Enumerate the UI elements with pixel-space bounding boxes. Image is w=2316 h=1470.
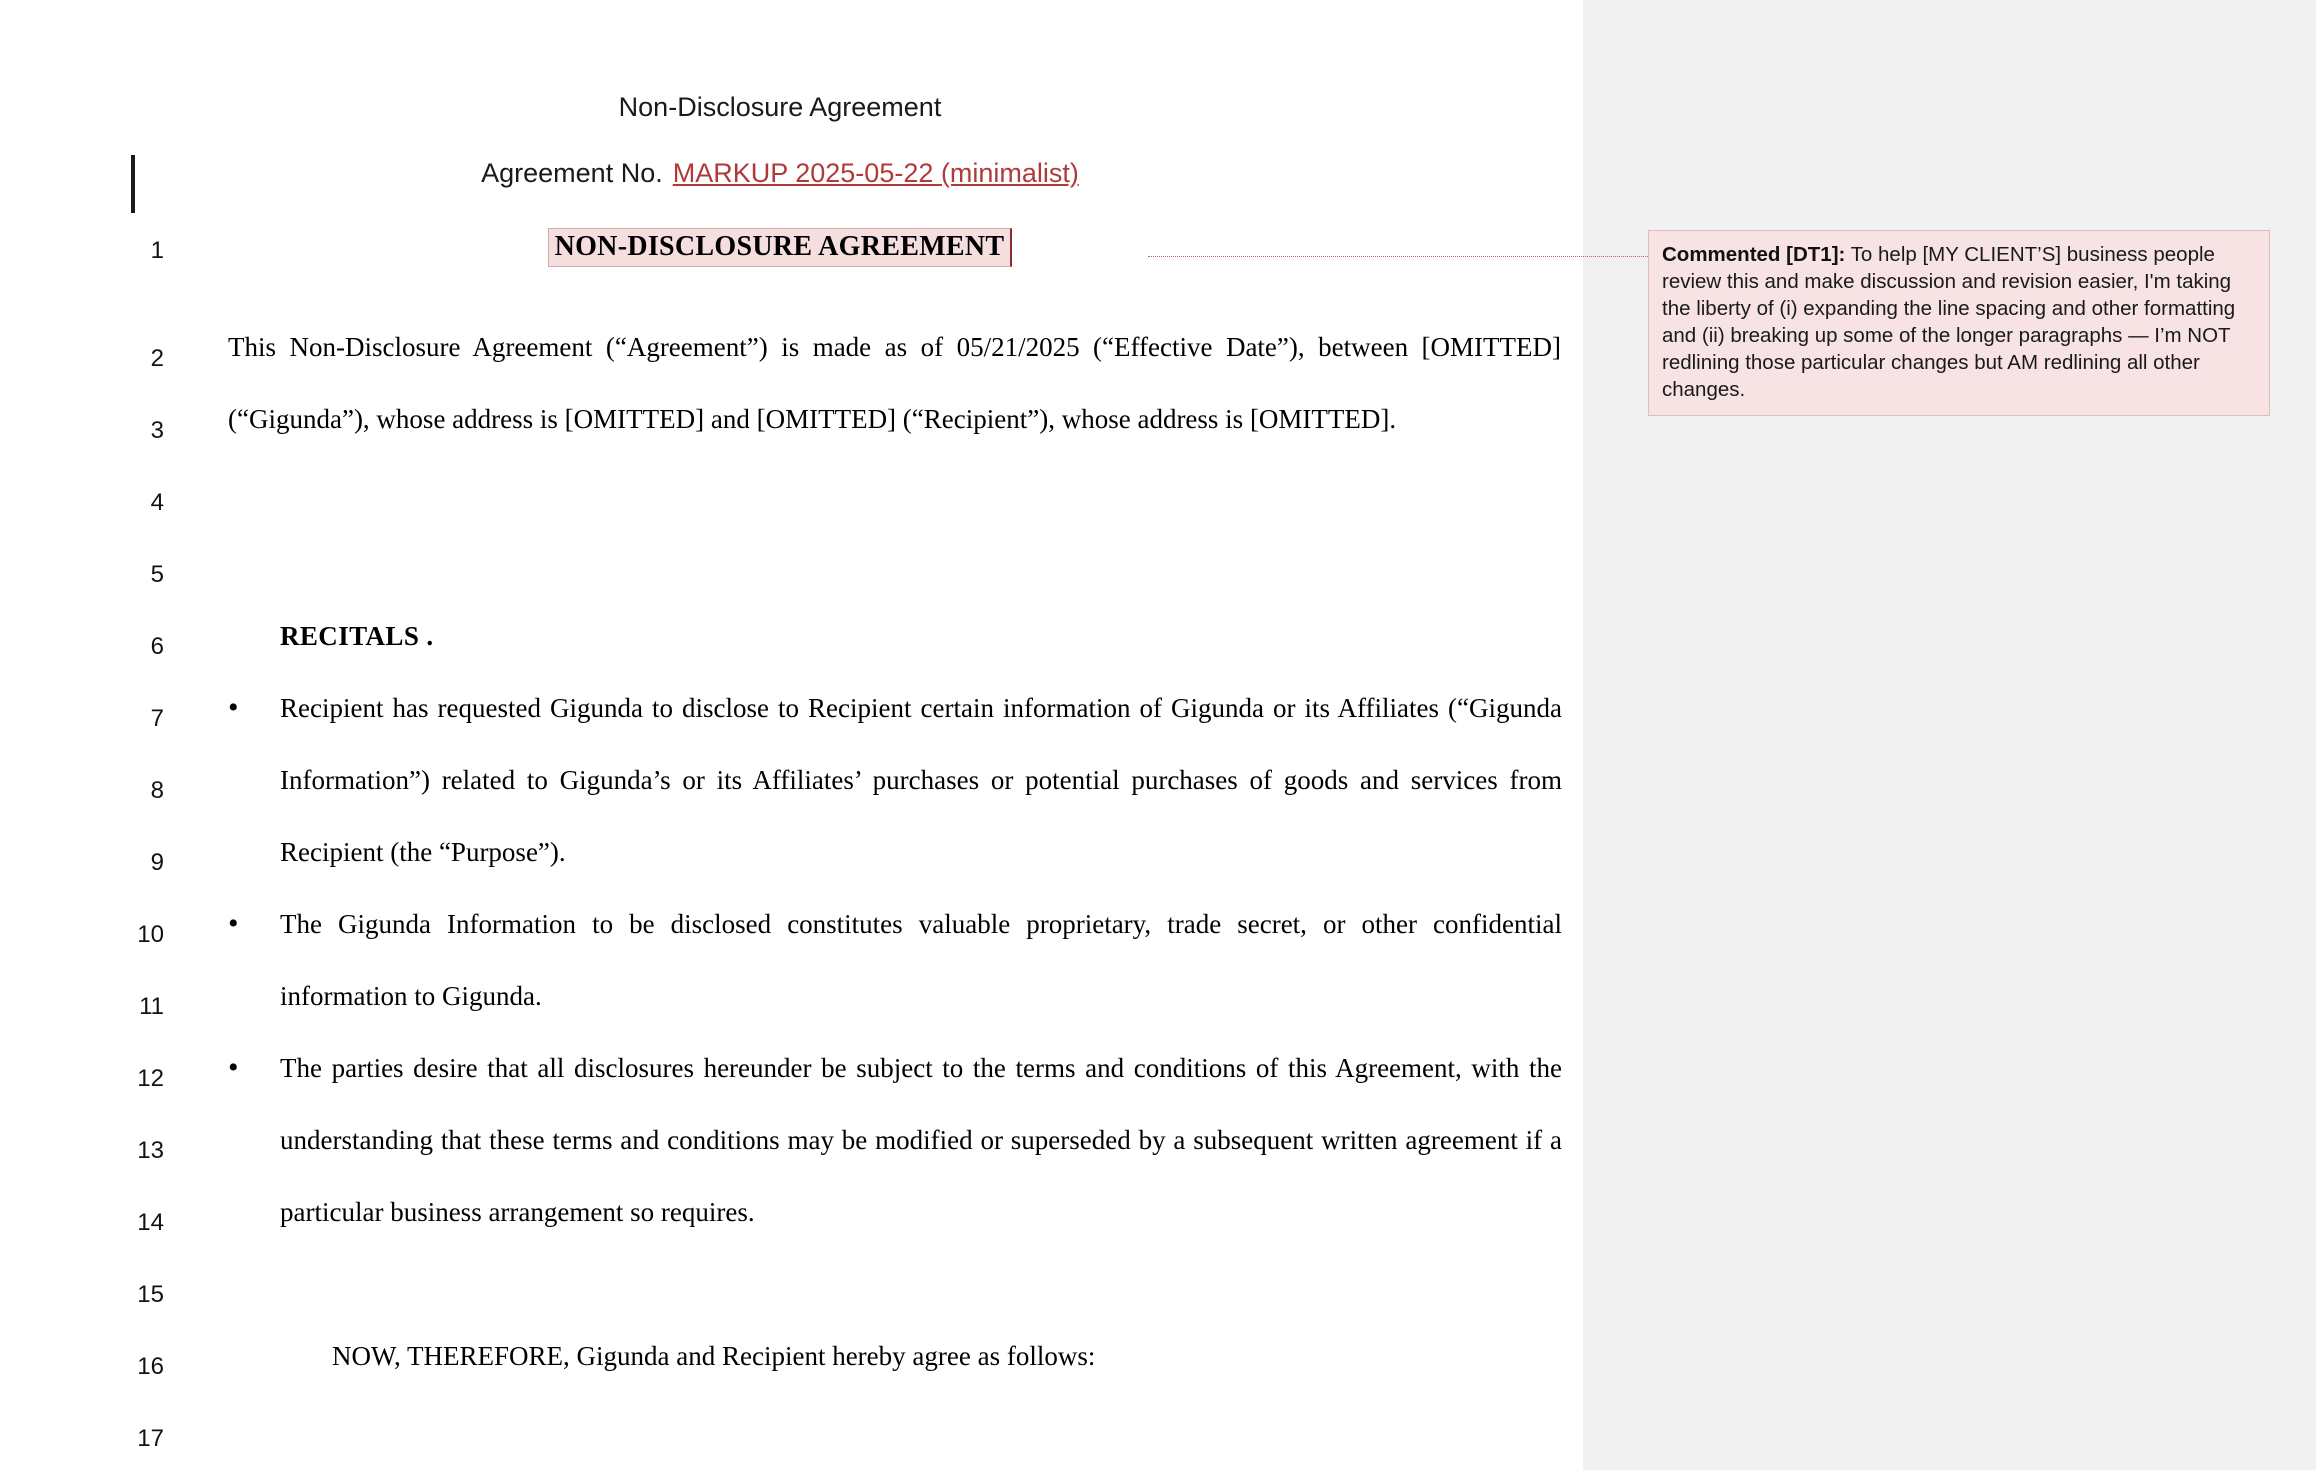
document-title-wrapper [0, 228, 1560, 267]
line-number: 8 [150, 777, 164, 804]
agreement-number-value-inserted: MARKUP 2025-05-22 (minimalist) [672, 158, 1079, 188]
document-title: NON-DISCLOSURE AGREEMENT [548, 228, 1013, 267]
line-number: 7 [150, 705, 164, 732]
line-number: 12 [137, 1065, 164, 1092]
list-item [228, 888, 1562, 1032]
now-therefore-paragraph: NOW, THEREFORE, Gigunda and Recipient hereby agree as follows: [332, 1341, 1096, 1371]
line-number: 14 [137, 1209, 164, 1236]
line-number: 4 [150, 489, 164, 516]
comment-balloon[interactable] [1648, 230, 2270, 416]
list-item-text: The Gigunda Information to be disclosed constitutes valuable proprietary, trade secret, or other confidential information to Gigunda. [280, 909, 1562, 1011]
line-number: 13 [137, 1137, 164, 1164]
line-number: 16 [137, 1353, 164, 1380]
comment-anchor-line [1148, 256, 1648, 258]
line-number: 5 [150, 561, 164, 588]
list-item [228, 672, 1562, 888]
line-number: 2 [150, 345, 164, 372]
line-number: 6 [150, 633, 164, 660]
line-number: 11 [139, 993, 164, 1020]
comment-margin-area [1583, 0, 2316, 1470]
comment-author-label: Commented [DT1]: [1662, 243, 1846, 266]
bullet-icon: • [228, 691, 239, 724]
list-item-text: The parties desire that all disclosures hereunder be subject to the terms and conditions of this Agreement, with the understanding that these terms and conditions may be modified or superseded by a subsequent written agreement if a particular business arrangement so requires. [280, 1053, 1562, 1227]
line-number: 15 [137, 1281, 164, 1308]
line-number: 3 [150, 417, 164, 444]
recitals-heading: RECITALS . [280, 621, 434, 651]
intro-paragraph: This Non-Disclosure Agreement (“Agreement”) is made as of 05/21/2025 (“Effective Date”), between [OMITTED] (“Gigunda”), whose address is [OMITTED] and [OMITTED] (“Recipient”), whose address is [OMITTED]. [228, 332, 1561, 434]
comment-text: To help [MY CLIENT’S] business people review this and make discussion and revision easier, I'm taking the liberty of (i) expanding the line spacing and other formatting and (ii) breaking up some of the longer paragraphs — I’m NOT redlining those particular changes but AM redlining all other changes. [1662, 243, 2236, 401]
line-number: 10 [137, 921, 164, 948]
line-number: 9 [150, 849, 164, 876]
agreement-number-label: Agreement No. [481, 158, 663, 188]
bullet-icon: • [228, 1051, 239, 1084]
page-header-title: Non-Disclosure Agreement [618, 92, 942, 122]
agreement-number-row [0, 158, 1560, 189]
list-item [228, 1032, 1562, 1248]
line-number: 1 [150, 237, 164, 264]
list-item-text: Recipient has requested Gigunda to disclose to Recipient certain information of Gigunda or its Affiliates (“Gigunda Information”) related to Gigunda’s or its Affiliates’ purchases or potential purchases of goods and services from Recipient (the “Purpose”). [280, 693, 1562, 867]
bullet-icon: • [228, 907, 239, 940]
line-number: 17 [137, 1425, 164, 1452]
